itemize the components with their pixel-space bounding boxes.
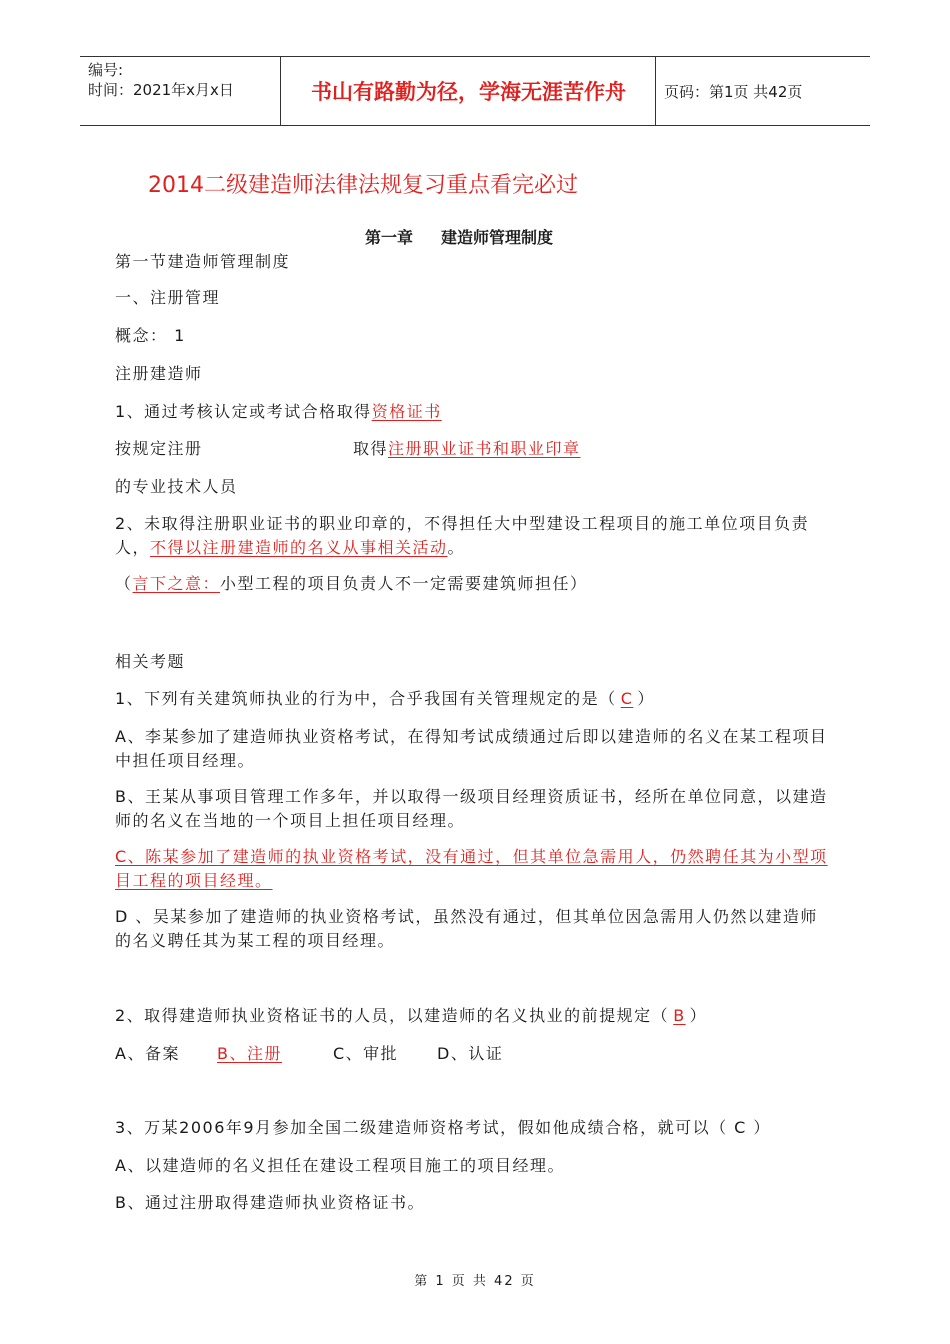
question-3-option-b: B、通过注册取得建造师执业资格证书。 — [115, 1193, 425, 1212]
highlight-text: 资格证书 — [371, 402, 442, 421]
definition-line-1 — [115, 400, 835, 424]
answer-mark: B — [673, 1006, 686, 1025]
number-label: 编号: — [88, 61, 124, 79]
subsection-heading: 一、注册管理 — [115, 288, 221, 307]
highlight-text: C、陈某参加了建造师的执业资格考试，没有通过，但其单位急需用人，仍然聘任其为小型项目工程的项目经理。 — [115, 847, 828, 890]
question-1-option-a: A、李某参加了建造师执业资格考试，在得知考试成绩通过后即以建造师的名义在某工程项目中担任项目经理。 — [115, 727, 828, 770]
question-1-option-b: B、王某从事项目管理工作多年，并以取得一级项目经理资质证书，经所在单位同意，以建造师的名义在当地的一个项目上担任项目经理。 — [115, 787, 828, 830]
question-2-stem — [115, 1004, 835, 1028]
chapter-number: 第一章 — [365, 228, 414, 247]
text: （ — [115, 574, 133, 593]
text: 。 — [447, 538, 466, 557]
text: 按规定注册 — [115, 439, 203, 458]
section-heading: 第一节建造师管理制度 — [115, 252, 291, 271]
note-line — [115, 572, 835, 596]
text: 1、通过考核认定或考试合格取得 — [115, 402, 372, 421]
header-table — [80, 56, 870, 126]
answer-mark: C — [620, 689, 634, 708]
header-divider — [655, 57, 656, 125]
question-2-options — [115, 1042, 835, 1066]
text: 2、未取得注册职业证书的职业印章的，不得担任大中型建设工程项目的施工单位项目负责人， — [115, 514, 810, 557]
header-left-cell — [80, 57, 280, 125]
text: ） — [689, 1006, 708, 1025]
concept-line: 概念： 1 — [115, 326, 186, 345]
term-line: 注册建造师 — [115, 364, 203, 383]
question-1-option-c — [115, 845, 835, 893]
option-c: C、审批 — [333, 1044, 399, 1063]
option-b: B、注册 — [217, 1044, 282, 1063]
question-3-stem: 3、万某2006年9月参加全国二级建造师资格考试，假如他成绩合格，就可以（ C ） — [115, 1118, 771, 1137]
text: 小型工程的项目负责人不一定需要建筑师担任） — [220, 574, 588, 593]
time-label: 时间：2021年x月x日 — [88, 81, 234, 99]
definition-line-3: 的专业技术人员 — [115, 477, 238, 496]
highlight-text: 不得以注册建造师的名义从事相关活动 — [150, 538, 448, 557]
text: 取得 — [353, 439, 389, 458]
highlight-text: 注册职业证书和职业印章 — [388, 439, 581, 458]
highlight-text: 言下之意： — [132, 574, 221, 593]
text-group — [353, 437, 581, 461]
option-a: A、备案 — [115, 1044, 180, 1063]
header-motto: 书山有路勤为径，学海无涯苦作舟 — [311, 80, 626, 104]
text: 1、下列有关建筑师执业的行为中，合乎我国有关管理规定的是（ — [115, 689, 617, 708]
document-title: 2014二级建造师法律法规复习重点看完必过 — [148, 173, 578, 198]
related-questions-heading: 相关考题 — [115, 652, 186, 671]
text: ） — [637, 689, 655, 708]
definition-line-2 — [115, 437, 835, 461]
chapter-name: 建造师管理制度 — [441, 228, 554, 247]
rule-paragraph — [115, 512, 835, 560]
question-1-option-d: D 、吴某参加了建造师的执业资格考试，虽然没有通过，但其单位因急需用人仍然以建造师的名义聘任其为某工程的项目经理。 — [115, 907, 818, 950]
option-d: D、认证 — [437, 1044, 504, 1063]
chapter-heading — [365, 225, 553, 248]
page-footer: 第 1 页 共 42 页 — [414, 1274, 536, 1289]
question-1-stem — [115, 687, 835, 711]
text: 2、取得建造师执业资格证书的人员，以建造师的名义执业的前提规定（ — [115, 1006, 670, 1025]
question-3-option-a: A、以建造师的名义担任在建设工程项目施工的项目经理。 — [115, 1156, 565, 1175]
header-page-label: 页码：第1页 共42页 — [664, 83, 803, 101]
